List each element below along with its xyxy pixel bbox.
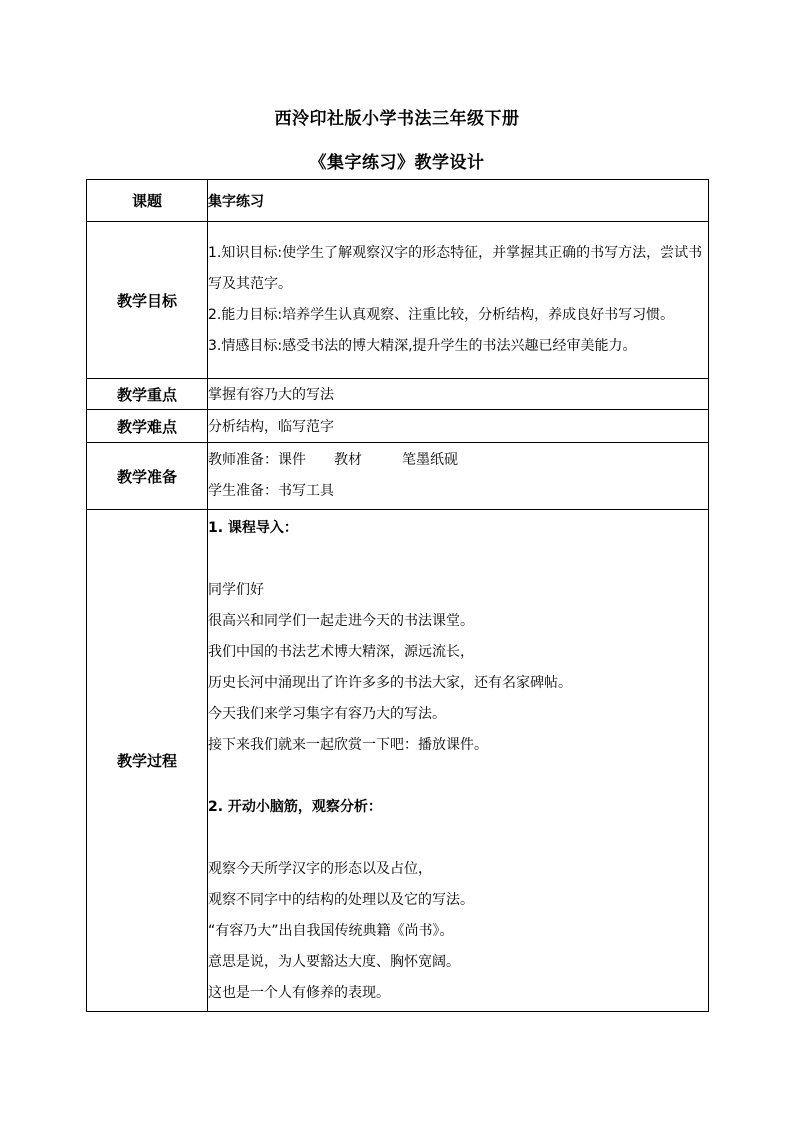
goal-item: 2.能力目标:培养学生认真观察、注重比较，分析结构，养成良好书写习惯。 bbox=[208, 307, 675, 323]
process-line: 今天我们来学习集字有容乃大的写法。 bbox=[208, 706, 446, 722]
process-line: 这也是一个人有修养的表现。 bbox=[208, 985, 390, 1001]
teacher-prep-item: 教材 bbox=[334, 452, 362, 468]
process-line: 历史长河中涌现出了许许多多的书法大家，还有名家碑帖。 bbox=[208, 675, 572, 691]
goals-label: 教学目标 bbox=[87, 222, 208, 379]
goal-item: 1.知识目标:使学生了解观察汉字的形态特征，并掌握其正确的书写方法，尝试书写及其范字。 bbox=[208, 245, 703, 292]
row-topic bbox=[87, 180, 709, 222]
goals-content bbox=[208, 222, 709, 379]
row-difficulties bbox=[87, 410, 709, 443]
key-points-value: 掌握有容乃大的写法 bbox=[208, 379, 709, 410]
preparation-content bbox=[208, 443, 709, 510]
section-heading: 1. 课程导入： bbox=[208, 520, 298, 536]
teacher-prep-prefix: 教师准备：课件 bbox=[208, 452, 306, 468]
row-process bbox=[87, 510, 709, 1012]
key-points-label: 教学重点 bbox=[87, 379, 208, 410]
topic-label: 课题 bbox=[87, 180, 208, 222]
difficulties-value: 分析结构，临写范字 bbox=[208, 410, 709, 443]
process-line: “有容乃大”出自我国传统典籍《尚书》。 bbox=[208, 923, 454, 939]
process-line: 同学们好 bbox=[208, 582, 264, 598]
student-preparation: 学生准备：书写工具 bbox=[208, 483, 334, 499]
process-content bbox=[208, 510, 709, 1012]
topic-value: 集字练习 bbox=[208, 180, 709, 222]
teacher-preparation bbox=[208, 445, 708, 476]
process-line: 我们中国的书法艺术博大精深，源远流长， bbox=[208, 644, 474, 660]
row-preparation bbox=[87, 443, 709, 510]
goal-item: 3.情感目标:感受书法的博大精深,提升学生的书法兴趣已经审美能力。 bbox=[208, 338, 637, 354]
row-key-points bbox=[87, 379, 709, 410]
process-label: 教学过程 bbox=[87, 510, 208, 1012]
difficulties-label: 教学难点 bbox=[87, 410, 208, 443]
process-line: 很高兴和同学们一起走进今天的书法课堂。 bbox=[208, 613, 474, 629]
teacher-prep-item: 笔墨纸砚 bbox=[402, 452, 458, 468]
process-line: 接下来我们就来一起欣赏一下吧：播放课件。 bbox=[208, 737, 488, 753]
preparation-label: 教学准备 bbox=[87, 443, 208, 510]
section-heading: 2. 开动小脑筋，观察分析： bbox=[208, 799, 382, 815]
process-line: 意思是说，为人要豁达大度、胸怀宽阔。 bbox=[208, 954, 460, 970]
document-subtitle: 《集字练习》教学设计 bbox=[309, 153, 485, 173]
process-line: 观察不同字中的结构的处理以及它的写法。 bbox=[208, 892, 474, 908]
document-title: 西泠印社版小学书法三年级下册 bbox=[274, 109, 520, 129]
lesson-plan-table bbox=[86, 179, 709, 1012]
row-goals bbox=[87, 222, 709, 379]
process-line: 观察今天所学汉字的形态以及占位， bbox=[208, 861, 432, 877]
